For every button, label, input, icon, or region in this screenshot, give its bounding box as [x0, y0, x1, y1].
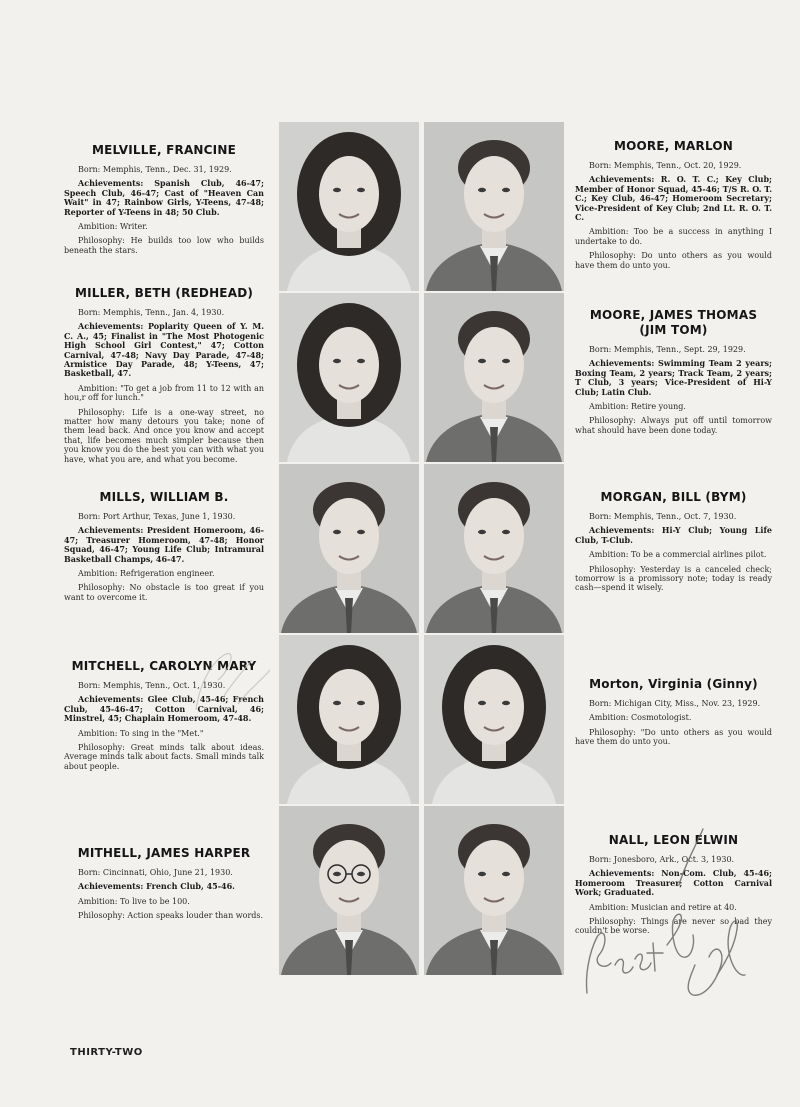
student-entry-morgan	[575, 490, 772, 598]
student-entry-mithell	[64, 846, 264, 926]
student-name: NALL, LEON ELWIN	[608, 833, 739, 847]
ambition-line: Ambition: To live to be 100.	[78, 896, 190, 906]
student-name: MOORE, MARLON	[613, 139, 734, 153]
photo-eye	[333, 701, 341, 705]
achievements-line: Achievements: Poplarity Queen of Y. M. C. A., 45; Finalist in "The Most Photogenic High School Girl Contest," 47; Cotton Carnival, 47-48; Navy Day Parade, 47-48; Armistice Day Parade, 48; Y-Teens, 47; Basketball, 47.	[64, 321, 264, 379]
ambition-line: Ambition: Musician and retire at 40.	[589, 902, 737, 912]
photo-eye	[357, 872, 365, 876]
student-entry-melville	[64, 143, 264, 260]
portrait-photo	[424, 464, 564, 633]
photo-eye	[478, 872, 486, 876]
photo-eye	[357, 359, 365, 363]
photo-eye	[502, 701, 510, 705]
photo-eye	[357, 701, 365, 705]
portrait-silhouette	[424, 293, 564, 462]
photo-eye	[478, 530, 486, 534]
portrait-silhouette	[279, 464, 419, 633]
ambition-line: Ambition: Too be a success in anything I undertake to do.	[575, 227, 772, 246]
portrait-photo	[279, 122, 419, 291]
portrait-photo	[424, 122, 564, 291]
photo-face	[319, 669, 379, 745]
portrait-silhouette	[424, 122, 564, 291]
portrait-grid	[279, 122, 564, 977]
born-line: Born: Michigan City, Miss., Nov. 23, 1929.	[589, 699, 761, 708]
born-line: Born: Memphis, Tenn., Sept. 29, 1929.	[589, 345, 746, 354]
photo-eye	[478, 359, 486, 363]
portrait-photo	[424, 293, 564, 462]
photo-face	[319, 498, 379, 574]
photo-eye	[357, 188, 365, 192]
portrait-silhouette	[424, 464, 564, 633]
photo-face	[464, 327, 524, 403]
student-name: MILLER, BETH (REDHEAD)	[74, 286, 254, 300]
portrait-photo	[279, 806, 419, 975]
portrait-photo	[424, 635, 564, 804]
photo-eye	[478, 701, 486, 705]
achievements-line: Achievements: Hi-Y Club; Young Life Club, T-Club.	[575, 525, 772, 545]
born-line: Born: Memphis, Tenn., Oct. 20, 1929.	[589, 161, 742, 170]
student-entry-mitchell	[64, 659, 264, 776]
philosophy-line: Philosophy: He builds too low who builds beneath the stars.	[64, 236, 264, 255]
photo-eye	[502, 359, 510, 363]
ambition-line: Ambition: Refrigeration engineer.	[78, 569, 215, 579]
philosophy-line: Philosophy: "Do unto others as you would have them do unto you.	[575, 727, 772, 747]
achievements-line: Achievements: Spanish Club, 46-47; Speech Club, 46-47; Cast of "Heaven Can Wait" in 47; Rainbow Girls, Y-Teens, 47-48; Reporter of Y-Teens in 48; 50 Club.	[64, 178, 264, 217]
ambition-line: Ambition: Retire young.	[589, 402, 686, 412]
philosophy-line: Philosophy: Life is a one-way street, no matter how many detours you take; none of them lead back. And once you know and accept that, life becomes much simpler because then you know you do the best you can with what you have, what you are, and what you become.	[64, 407, 264, 464]
ambition-line: Ambition: Cosmotologist.	[589, 713, 692, 723]
student-name: Morton, Virginia (Ginny)	[589, 677, 758, 691]
ambition-line: Ambition: To be a commercial airlines pilot.	[589, 550, 767, 560]
born-line: Born: Cincinnati, Ohio, June 21, 1930.	[78, 868, 233, 877]
portrait-silhouette	[279, 806, 419, 975]
philosophy-line: Philosophy: Great minds talk about ideas. Average minds talk about facts. Small minds talk about people.	[64, 743, 264, 771]
student-entry-miller	[64, 286, 264, 469]
portrait-silhouette	[279, 635, 419, 804]
student-name: MILLS, WILLIAM B.	[99, 490, 229, 504]
philosophy-line: Philosophy: No obstacle is too great if you want to overcome it.	[64, 583, 264, 602]
portrait-photo	[279, 635, 419, 804]
born-line: Born: Memphis, Tenn., Dec. 31, 1929.	[78, 165, 232, 174]
photo-face	[319, 156, 379, 232]
born-line: Born: Memphis, Tenn., Jan. 4, 1930.	[78, 308, 225, 317]
photo-eye	[478, 188, 486, 192]
born-line: Born: Memphis, Tenn., Oct. 7, 1930.	[589, 512, 737, 521]
ambition-line: Ambition: Writer.	[78, 222, 148, 232]
portrait-photo	[424, 806, 564, 975]
achievements-line: Achievements: Non-Com. Club, 45-46; Homeroom Treasurer; Cotton Carnival Work; Graduated.	[575, 868, 772, 898]
philosophy-line: Philosophy: Action speaks louder than words.	[78, 911, 264, 921]
philosophy-line: Philosophy: Yesterday is a canceled check; tomorrow is a promissory note; today is ready cash—spend it wisely.	[575, 564, 772, 593]
student-entry-morton	[575, 677, 772, 752]
photo-eye	[333, 359, 341, 363]
page-number: THIRTY-TWO	[70, 1047, 143, 1058]
achievements-line: Achievements: Swimming Team 2 years; Boxing Team, 2 years; Track Team, 2 years; T Club, 3 years; Vice-President of Hi-Y Club; Latin Club.	[575, 358, 772, 397]
photo-eye	[502, 188, 510, 192]
student-name: MORGAN, BILL (BYM)	[600, 490, 747, 504]
photo-eye	[333, 188, 341, 192]
photo-eye	[333, 872, 341, 876]
portrait-silhouette	[279, 122, 419, 291]
achievements-line: Achievements: French Club, 45-46.	[78, 881, 235, 892]
achievements-line: Achievements: Glee Club, 45-46; French Club, 45-46-47; Cotton Carnival, 46; Minstrel, 45; Chaplain Homeroom, 47-48.	[64, 694, 264, 724]
ambition-line: Ambition: "To get a job from 11 to 12 with an hou,r off for lunch."	[64, 383, 264, 403]
portrait-photo	[279, 464, 419, 633]
born-line: Born: Jonesboro, Ark., Oct. 3, 1930.	[589, 855, 735, 864]
student-name: MOORE, JAMES THOMAS (JIM TOM)	[589, 308, 758, 337]
born-line: Born: Memphis, Tenn., Oct. 1, 1930.	[78, 681, 226, 690]
achievements-line: Achievements: R. O. T. C.; Key Club; Member of Honor Squad, 45-46; T/S R. O. T. C.; Key Club, 46-47; Homeroom Secretary; Vice-President of Key Club; 2nd Lt. R. O. T. C.	[575, 174, 772, 223]
photo-eye	[357, 530, 365, 534]
student-name: MITHELL, JAMES HARPER	[77, 846, 251, 860]
photo-face	[319, 840, 379, 916]
philosophy-line: Philosophy: Always put off until tomorrow what should have been done today.	[575, 416, 772, 435]
student-name: MELVILLE, FRANCINE	[92, 143, 236, 157]
ambition-line: Ambition: To sing in the "Met."	[78, 728, 204, 738]
student-entry-moore-james	[575, 308, 772, 440]
photo-eye	[502, 530, 510, 534]
achievements-line: Achievements: President Homeroom, 46-47; Treasurer Homeroom, 47-48; Honor Squad, 46-47; Young Life Club; Intramural Basketball Champs, 46-47.	[64, 525, 264, 564]
born-line: Born: Port Arthur, Texas, June 1, 1930.	[78, 512, 236, 521]
photo-eye	[502, 872, 510, 876]
student-entry-moore-marlon	[575, 139, 772, 275]
student-name: MITCHELL, CAROLYN MARY	[71, 659, 257, 673]
photo-face	[319, 327, 379, 403]
photo-face	[464, 156, 524, 232]
student-entry-mills	[64, 490, 264, 607]
photo-eye	[333, 530, 341, 534]
philosophy-line: Philosophy: Things are never so bad they couldn't be worse.	[575, 917, 772, 936]
photo-face	[464, 669, 524, 745]
portrait-silhouette	[279, 293, 419, 462]
portrait-silhouette	[424, 635, 564, 804]
philosophy-line: Philosophy: Do unto others as you would have them do unto you.	[575, 251, 772, 270]
photo-face	[464, 840, 524, 916]
photo-face	[464, 498, 524, 574]
portrait-photo	[279, 293, 419, 462]
student-entry-nall	[575, 833, 772, 941]
portrait-silhouette	[424, 806, 564, 975]
